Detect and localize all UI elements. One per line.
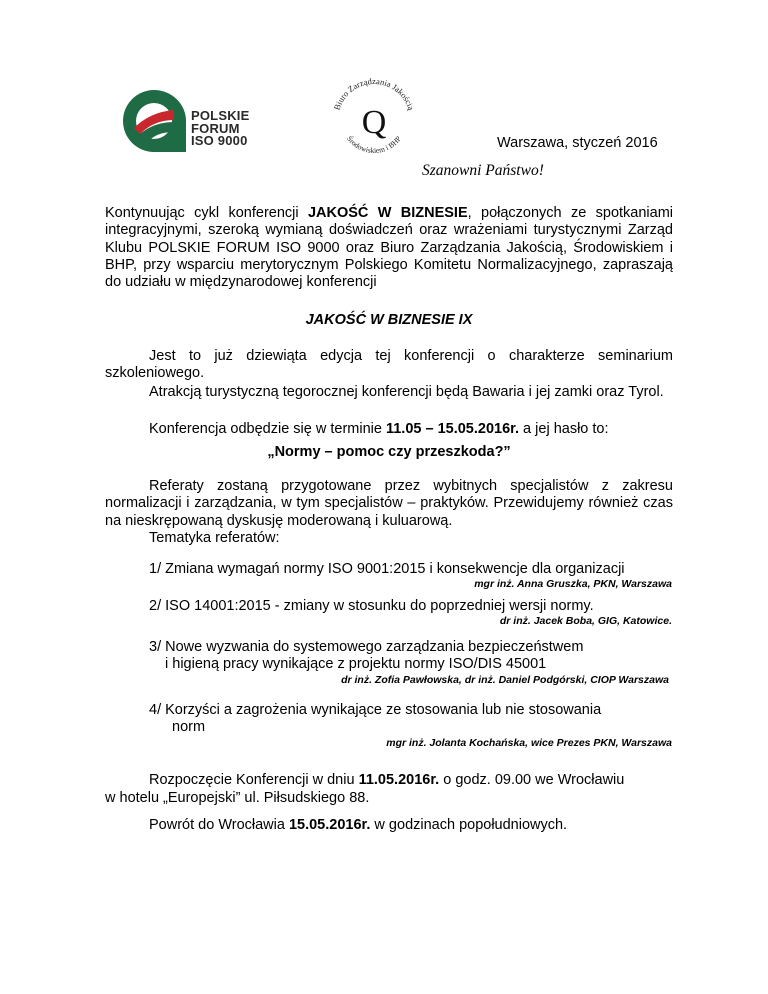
topic-2-author: dr inż. Jacek Boba, GIG, Katowice.: [499, 615, 672, 627]
topic-2: 2/ ISO 14001:2015 - zmiany w stosunku do poprzedniej wersji normy.: [149, 598, 594, 614]
return-info: Powrót do Wrocławia 15.05.2016r. w godzinach popołudniowych.: [149, 817, 568, 833]
seal-icon: [324, 70, 424, 170]
topic-1: 1/ Zmiana wymagań normy ISO 9001:2015 i konsekwencje dla organizacji: [149, 561, 625, 577]
topic-4-author: mgr inż. Jolanta Kochańska, wice Prezes PKN, Warszawa: [386, 737, 672, 749]
hotel-info: w hotelu „Europejski” ul. Piłsudskiego 88.: [105, 790, 370, 806]
svg-text:Biuro Zarządzania Jakością: Biuro Zarządzania Jakością: [331, 76, 417, 112]
tourism-paragraph: Atrakcją turystyczną tegorocznej konferencji będą Bawaria i jej zamki oraz Tyrol.: [149, 384, 664, 400]
lectures-paragraph: Referaty zostaną przygotowane przez wybitnych specjalistów z zakresu normalizacji i zarządzania, w tym specjalistów – praktyków. Przewidujemy również czas na nieskrępowaną dyskusję moderowaną i kuluarową.: [105, 478, 673, 529]
conference-title: JAKOŚĆ W BIZNESIE IX: [305, 312, 473, 328]
motto: „Normy – pomoc czy przeszkoda?”: [267, 444, 511, 460]
topic-4: 4/ Korzyści a zagrożenia wynikające ze stosowania lub nie stosowania: [149, 702, 602, 718]
intro-paragraph: Kontynuując cykl konferencji JAKOŚĆ W BIZNESIE, połączonych ze spotkaniami integracyjnymi, szeroką wymianą doświadczeń oraz wrażeniami turystycznymi Zarząd Klubu POLSKIE FORUM ISO 9000 oraz Biuro Zarządzania Jakością, Środowiskiem i BHP, przy wsparciu merytorycznym Polskiego Komitetu Normalizacyjnego, zapraszają do udziału w międzynarodowej konferencji: [105, 205, 674, 291]
svg-text:Środowiskiem i BHP: Środowiskiem i BHP: [345, 134, 403, 155]
forum-emblem-icon: [120, 88, 188, 154]
topic-4-line2: norm: [172, 719, 206, 735]
polskie-forum-logo: [120, 88, 270, 154]
forum-logo-text: POLSKIE FORUM ISO 9000: [191, 108, 250, 148]
topic-3: 3/ Nowe wyzwania do systemowego zarządzania bezpieczeństwem: [149, 639, 584, 655]
start-info: Rozpoczęcie Konferencji w dniu 11.05.2016r. o godz. 09.00 we Wrocławiu: [149, 772, 625, 788]
topics-heading: Tematyka referatów:: [149, 530, 280, 546]
svg-text:Q: Q: [361, 104, 387, 141]
biuro-zarzadzania-seal: [324, 70, 424, 170]
topic-3-line2: i higieną pracy wynikające z projektu normy ISO/DIS 45001: [165, 656, 547, 672]
topic-1-author: mgr inż. Anna Gruszka, PKN, Warszawa: [474, 578, 672, 590]
dates-paragraph: Konferencja odbędzie się w terminie 11.05 – 15.05.2016r. a jej hasło to:: [149, 421, 609, 437]
salutation: Szanowni Państwo!: [422, 162, 544, 179]
place-date: Warszawa, styczeń 2016: [497, 135, 658, 151]
topic-3-author: dr inż. Zofia Pawłowska, dr inż. Daniel Podgórski, CIOP Warszawa: [341, 674, 669, 686]
edition-paragraph: Jest to już dziewiąta edycja tej konferencji o charakterze seminarium szkoleniowego.: [105, 348, 673, 382]
